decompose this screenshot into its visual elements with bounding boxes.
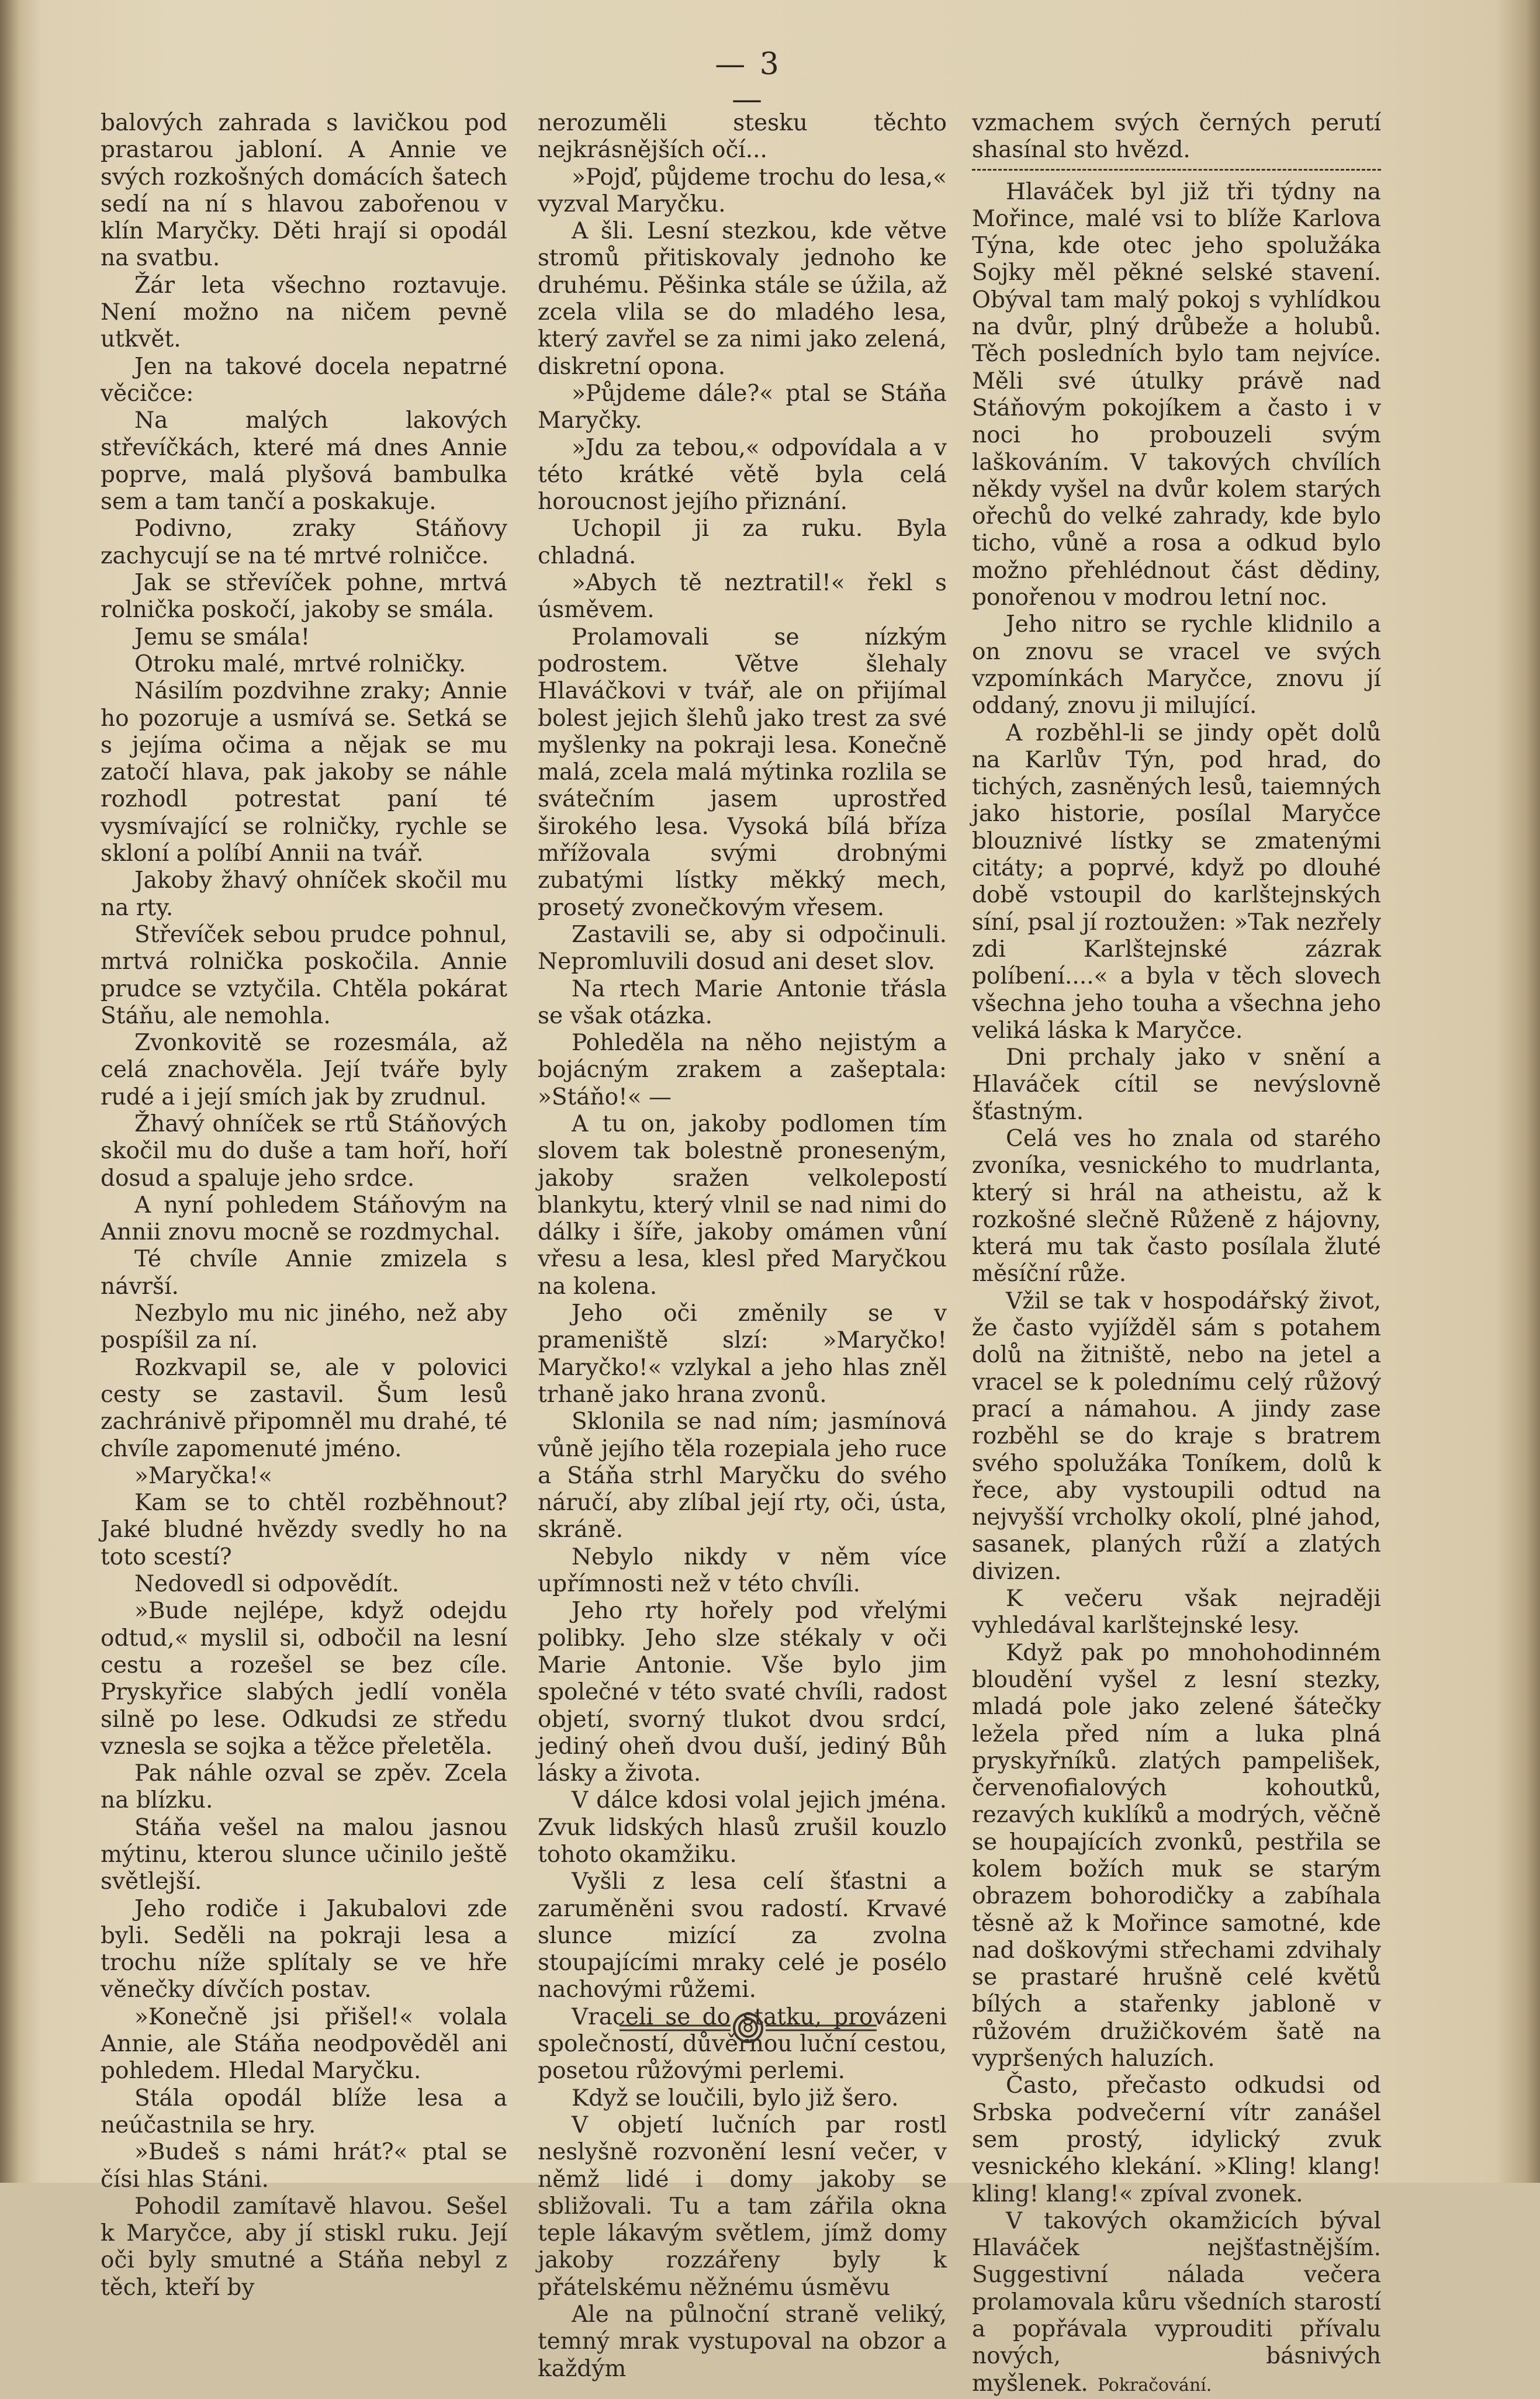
paragraph: Podivno, zraky Stáňovy zachycují se na té mrtvé rolničce. bbox=[101, 515, 507, 569]
paragraph: Často, přečasto odkudsi od Srbska podvečerní vítr zanášel sem prostý, idylický zvuk vesnického klekání. »Kling! klang! kling! klang!« zpíval zvonek. bbox=[972, 2072, 1381, 2207]
paragraph: »Bude nejlépe, když odejdu odtud,« myslil si, odbočil na lesní cestu a rozešel se bez cíle. Pryskyřice slabých jedlí voněla silně po lese. Odkudsi ze středu vznesla se sojka a těžce přeletěla. bbox=[101, 1598, 507, 1760]
paragraph: Žár leta všechno roztavuje. Není možno na ničem pevně utkvět. bbox=[101, 272, 507, 353]
paragraph: Té chvíle Annie zmizela s návrší. bbox=[101, 1246, 507, 1300]
paragraph: Celá ves ho znala od starého zvoníka, vesnického to mudrlanta, který si hrál na atheistu, až k rozkošné slečně Růženě z hájovny, která mu tak často posílala žluté měsíční růže. bbox=[972, 1125, 1381, 1287]
paragraph: Vyšli z lesa celí šťastni a zaruměněni svou radostí. Krvavé slunce mizící za zvolna stoupajícími mraky celé je posélo nachovými růžemi. bbox=[538, 1868, 947, 2003]
paragraph: »Abych tě neztratil!« řekl s úsměvem. bbox=[538, 570, 947, 624]
paragraph: Když pak po mnohohodinném bloudění vyšel z lesní stezky, mladá pole jako zelené šátečky ležela před ním a luka plná pryskyřníků. zlatých pampelišek, červenofialových kohoutků, rezavých kuklíků a modrých, věčně se houpajících zvonků, pestřila se kolem božích muk se starým obrazem bohorodičky a zabíhala těsně až k Mořince samotné, kde nad doškovými střechami zdvihaly se prastaré hrušně celé květů bílých a stařenky jabloně v růžovém družičkovém šatě na vypršených haluzích. bbox=[972, 1639, 1381, 2072]
paragraph: »Maryčka!« bbox=[134, 1462, 272, 1489]
paragraph: Hlaváček byl již tři týdny na Mořince, malé vsi to blíže Karlova Týna, kde otec jeho spolužáka Sojky měl pěkné selské stavení. Obýval tam malý pokoj s vyhlídkou na dvůr, plný drůbeže a holubů. Těch posledních bylo tam nejvíce. Měli své útulky právě nad Stáňovým pokojíkem a často i v noci ho probouzeli svým laškováním. V takových chvílích někdy vyšel na dvůr kolem starých ořechů do velké zahrady, kde bylo ticho, vůně a rosa a odkud bylo možno přehlédnout část dědiny, ponořenou v modrou letní noc. bbox=[972, 178, 1381, 611]
paragraph: Pohleděla na něho nejistým a bojácným zrakem a zašeptala: »Stáňo!« — bbox=[538, 1030, 947, 1110]
paragraph: A rozběhl-li se jindy opět dolů na Karlův Týn, pod hrad, do tichých, zasněných lesů, taiemných jako historie, posílal Maryčce blouznivé lístky se zmatenými citáty; a poprvé, když po dlouhé době vstoupil do karlštejnských síní, psal jí roztoužen: »Tak nezřely zdi Karlštejnské zázrak políbení....« a byla v těch slovech všechna jeho touha a všechna jeho veliká láska k Maryčce. bbox=[972, 719, 1381, 1044]
paragraph: V dálce kdosi volal jejich jména. Zvuk lidských hlasů zrušil kouzlo tohoto okamžiku. bbox=[538, 1787, 947, 1868]
paragraph: »Jdu za tebou,« odpovídala a v této krátké větě byla celá horoucnost jejího přiznání. bbox=[538, 434, 947, 515]
paragraph: vzmachem svých černých perutí shasínal sto hvězd. bbox=[972, 110, 1381, 164]
text-column-3 bbox=[972, 110, 1381, 2397]
paragraph: Pak náhle ozval se zpěv. Zcela na blízku. bbox=[101, 1760, 507, 1814]
paragraph: Stáňa vešel na malou jasnou mýtinu, kterou slunce učinilo ještě světlejší. bbox=[101, 1814, 507, 1895]
section-divider bbox=[972, 169, 1381, 171]
paragraph: Kam se to chtěl rozběhnout? Jaké bludné hvězdy svedly ho na toto scestí? bbox=[101, 1490, 507, 1570]
paragraph: Nezbylo mu nic jiného, než aby pospíšil za ní. bbox=[101, 1300, 507, 1354]
paragraph: Vžil se tak v hospodářský život, že často vyjížděl sám s potahem dolů na žitniště, nebo na jetel a vracel se k polednímu celý růžový prací a námahou. A jindy zase rozběhl se do kraje s bratrem svého spolužáka Toníkem, dolů k řece, aby vystoupili odtud na nejvyšší vrcholky okolí, plné jahod, sasanek, planých růží a zlatých divizen. bbox=[972, 1287, 1381, 1585]
paragraph: Když se loučili, bylo již šero. bbox=[572, 2085, 899, 2111]
paragraph: Sklonila se nad ním; jasmínová vůně jejího těla rozepiala jeho ruce a Stáňa strhl Maryčku do svého náručí, aby zlíbal její rty, oči, ústa, skráně. bbox=[538, 1408, 947, 1543]
paragraph: A tu on, jakoby podlomen tím slovem tak bolestně proneseným, jakoby sražen velkolepostí blankytu, který vlnil se nad nimi do dálky i šíře, jakoby omámen vůní vřesu a lesa, klesl před Maryčkou na kolena. bbox=[538, 1110, 947, 1300]
paragraph: Stála opodál blíže lesa a neúčastnila se hry. bbox=[101, 2085, 507, 2138]
footer-ornament bbox=[620, 2010, 877, 2045]
paragraph: V takových okamžicích býval Hlaváček nejšťastnějším. Suggestivní nálada večera prolamovala kůru všedních starostí a popřávala vyprouditi přívalu nových, básnivých myšlenek. Pokračování. bbox=[972, 2207, 1381, 2397]
paragraph: Jeho rodiče i Jakubalovi zde byli. Seděli na pokraji lesa a trochu níže splítaly se ve hře věnečky dívčích postav. bbox=[101, 1895, 507, 2003]
paragraph: Pohodil zamítavě hlavou. Sešel k Maryčce, aby jí stiskl ruku. Její oči byly smutné a Stáňa nebyl z těch, kteří by bbox=[101, 2193, 507, 2301]
paragraph: Jeho rty hořely pod vřelými polibky. Jeho slze stékaly v oči Marie Antonie. Vše bylo jim společné v této svaté chvíli, radost objetí, svorný tlukot dvou srdcí, jediný oheň dvou duší, jediný Bůh lásky a života. bbox=[538, 1598, 947, 1787]
paragraph: A šli. Lesní stezkou, kde větve stromů přitiskovaly jednoho ke druhému. Pěšinka stále se úžila, až zcela vlila se do mladého lesa, který zavřel se za nimi jako zelená, diskretní opona. bbox=[538, 218, 947, 380]
paragraph: A nyní pohledem Stáňovým na Annii znovu mocně se rozdmychal. bbox=[101, 1192, 507, 1246]
paragraph: balových zahrada s lavičkou pod prastarou jabloní. A Annie ve svých rozkošných domácích šatech sedí na ní s hlavou zabořenou v klín Maryčky. Děti hrají si opodál na svatbu. bbox=[101, 110, 507, 272]
paragraph: Zvonkovitě se rozesmála, až celá znachověla. Její tváře byly rudé a i její smích jak by zrudnul. bbox=[101, 1030, 507, 1110]
paragraph: Na malých lakových střevíčkách, které má dnes Annie poprve, malá plyšová bambulka sem a tam tančí a poskakuje. bbox=[101, 407, 507, 515]
paragraph: V objetí lučních par rostl neslyšně rozvonění lesní večer, v němž lidé i domy jakoby se sbližovali. Tu a tam zářila okna teple lákavým světlem, jímž domy jakoby rozzářeny byly k přátelskému něžnému úsměvu bbox=[538, 2111, 947, 2301]
paragraph: Násilím pozdvihne zraky; Annie ho pozoruje a usmívá se. Setká se s jejíma očima a nějak se mu zatočí hlava, pak jakoby se náhle rozhodl potrestat paní té vysmívající se rolničky, rychle se skloní a políbí Annii na tvář. bbox=[101, 678, 507, 867]
paragraph: »Pojď, půjdeme trochu do lesa,« vyzval Maryčku. bbox=[538, 164, 947, 217]
paragraph: Vraceli se do statku, provázeni společností, důvěrnou luční cestou, posetou růžovými perlemi. bbox=[538, 2003, 947, 2085]
paragraph: Jemu se smála! bbox=[134, 624, 310, 650]
paragraph: »Konečně jsi přišel!« volala Annie, ale Stáňa neodpověděl ani pohledem. Hledal Maryčku. bbox=[101, 2003, 507, 2085]
page-number: — 3 — bbox=[715, 47, 781, 117]
paragraph: Uchopil ji za ruku. Byla chladná. bbox=[538, 515, 947, 569]
paragraph: Prolamovali se nízkým podrostem. Větve šlehaly Hlaváčkovi v tvář, ale on přijímal bolest jejich šlehů jako trest za své myšlenky na pokraji lesa. Konečně malá, zcela malá mýtinka rozlila se svátečním jasem uprostřed širokého lesa. Vysoká bílá bříza mřížovala svými drobnými zubatými lístky měkký mech, prosetý zvonečkovým vřesem. bbox=[538, 624, 947, 921]
paragraph: Jakoby žhavý ohníček skočil mu na rty. bbox=[101, 867, 507, 921]
paragraph: Žhavý ohníček se rtů Stáňových skočil mu do duše a tam hoří, hoří dosud a spaluje jeho srdce. bbox=[101, 1110, 507, 1192]
paragraph: Střevíček sebou prudce pohnul, mrtvá rolnička poskočila. Annie prudce se vztyčila. Chtěla pokárat Stáňu, ale nemohla. bbox=[101, 921, 507, 1029]
paragraph: Dni prchaly jako v snění a Hlaváček cítil se nevýslovně šťastným. bbox=[972, 1044, 1381, 1125]
paragraph: Na rtech Marie Antonie třásla se však otázka. bbox=[538, 975, 947, 1029]
paragraph: Jeho nitro se rychle klidnilo a on znovu se vracel ve svých vzpomínkách Maryčce, znovu jí oddaný, znovu ji milující. bbox=[972, 611, 1381, 719]
paragraph: nerozuměli stesku těchto nejkrásnějších očí... bbox=[538, 110, 947, 164]
continued-note: Pokračování. bbox=[1097, 2374, 1212, 2395]
paragraph: Nedovedl si odpovědít. bbox=[134, 1571, 399, 1598]
paragraph: Nebylo nikdy v něm více upřímnosti než v této chvíli. bbox=[538, 1543, 947, 1598]
paragraph: »Budeš s námi hrát?« ptal se čísi hlas Stáni. bbox=[101, 2139, 507, 2193]
paragraph: Ale na půlnoční straně veliký, temný mrak vystupoval na obzor a každým bbox=[538, 2301, 947, 2382]
paragraph: K večeru však nejraději vyhledával karlštejnské lesy. bbox=[972, 1586, 1381, 1639]
text-column-1 bbox=[101, 110, 507, 2301]
paragraph: Jeho oči změnily se v prameniště slzí: »Maryčko! Maryčko!« vzlykal a jeho hlas zněl trhaně jako hrana zvonů. bbox=[538, 1300, 947, 1408]
paragraph: Otroku malé, mrtvé rolničky. bbox=[134, 650, 466, 677]
paragraph: »Půjdeme dále?« ptal se Stáňa Maryčky. bbox=[538, 380, 947, 434]
paragraph: Jen na takové docela nepatrné věcičce: bbox=[101, 353, 507, 407]
text-column-2 bbox=[538, 110, 947, 2382]
paragraph: Zastavili se, aby si odpočinuli. Nepromluvili dosud ani deset slov. bbox=[538, 921, 947, 975]
paragraph: Rozkvapil se, ale v polovici cesty se zastavil. Šum lesů zachránivě připomněl mu drahé, té chvíle zapomenuté jméno. bbox=[101, 1354, 507, 1462]
paragraph: Jak se střevíček pohne, mrtvá rolnička poskočí, jakoby se smála. bbox=[101, 570, 507, 624]
